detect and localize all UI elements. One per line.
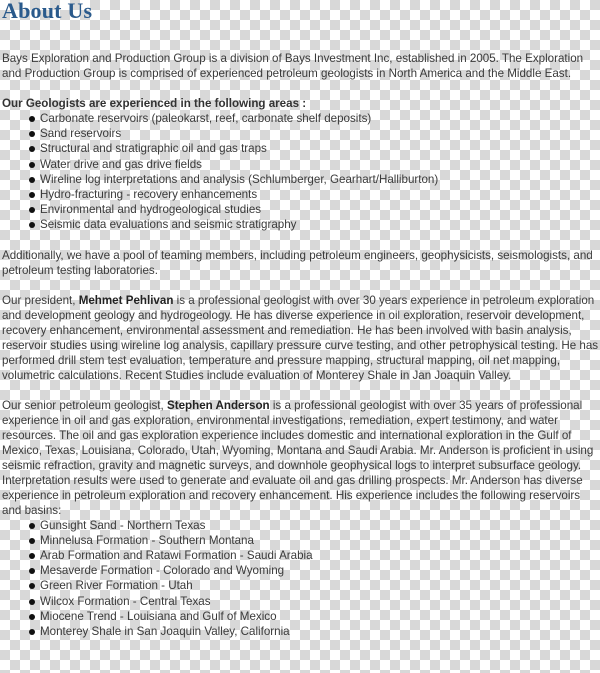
bullet-icon [29, 629, 35, 635]
bullet-icon [29, 599, 35, 605]
bullet-icon [29, 553, 35, 559]
page-title: About Us [2, 0, 93, 23]
bullet-icon [29, 131, 35, 137]
senior-geologist-paragraph: Our senior petroleum geologist, Stephen Anderson is a professional geologist with over 35 years of professional experience in oil and gas exploration, environmental investigations, remediation, expert testimony, and water resources. The oil and gas exploration experience includes domestic and international exploration in the Gulf of Mexico, Texas, Louisiana, Colorado, Utah, Wyoming, Montana and Saudi Arabia. Mr. Anderson is proficient in using seismic refraction, gravity and magnetic surveys, and downhole geophysical logs to interpret subsurface geology. Interpretation results were used to generate and evaluate oil and gas drilling prospects. Mr. Anderson has diverse experience in petroleum exploration and recovery enhancement. His experience includes the following reservoirs and basins: [2, 398, 594, 517]
bullet-icon [29, 207, 35, 213]
bullet-icon [29, 116, 35, 122]
list-item: Wilcox Formation - Central Texas [40, 594, 600, 609]
president-paragraph: Our president, Mehmet Pehlivan is a professional geologist with over 30 years experience in petroleum exploration and development geology and hydrogeology. He has diverse experience in oil exploration, reservoir development, recovery enhancement, environmental assessment and remediation. He has been involved with basin analysis, reservoir studies using wireline log analysis, capillary pressure curve testing, and other petrophysical testing. He has performed drill stem test evaluation, temperature and pressure mapping, structural mapping, oil net mapping, volumetric calculations. Recent Studies include evaluation of Monterey Shale in Jan Joaquin Valley. [2, 293, 599, 382]
areas-list [2, 111, 600, 233]
list-item: Seismic data evaluations and seismic stratigraphy [40, 217, 600, 232]
list-item: Gunsight Sand - Northern Texas [40, 518, 600, 533]
team-pool-paragraph: Additionally, we have a pool of teaming members, including petroleum engineers, geophysicists, seismologists, and petroleum testing laboratories. [2, 248, 593, 277]
list-item: Miocene Trend - Louisiana and Gulf of Mexico [40, 609, 600, 624]
intro-paragraph: Bays Exploration and Production Group is a division of Bays Investment Inc, established in 2005. The Exploration and Production Group is comprised of experienced petroleum geologists in North America and the Middle East. [2, 52, 584, 80]
bullet-icon [29, 177, 35, 183]
areas-heading: Our Geologists are experienced in the following areas : [2, 97, 307, 110]
list-item: Carbonate reservoirs (paleokarst, reef, carbonate shelf deposits) [40, 111, 600, 126]
list-item: Minnelusa Formation - Southern Montana [40, 533, 600, 548]
bullet-icon [29, 192, 35, 198]
list-item: Wireline log interpretations and analysis (Schlumberger, Gearhart/Halliburton) [40, 172, 600, 187]
list-item: Monterey Shale in San Joaquin Valley, California [40, 624, 600, 639]
bullet-icon [29, 162, 35, 168]
list-item: Structural and stratigraphic oil and gas traps [40, 141, 600, 156]
bullet-icon [29, 614, 35, 620]
bullet-icon [29, 146, 35, 152]
list-item: Sand reservoirs [40, 126, 600, 141]
bullet-icon [29, 523, 35, 529]
president-name: Mehmet Pehlivan [78, 293, 174, 307]
bullet-icon [29, 583, 35, 589]
list-item: Environmental and hydrogeological studies [40, 202, 600, 217]
bullet-icon [29, 538, 35, 544]
list-item: Arab Formation and Ratawi Formation - Saudi Arabia [40, 548, 600, 563]
reservoirs-list [2, 518, 600, 640]
bullet-icon [29, 222, 35, 228]
senior-geologist-name: Stephen Anderson [166, 398, 270, 412]
list-item: Water drive and gas drive fields [40, 157, 600, 172]
about-page [2, 0, 600, 639]
list-item: Mesaverde Formation - Colorado and Wyoming [40, 563, 600, 578]
list-item: Hydro-fracturing - recovery enhancements [40, 187, 600, 202]
bullet-icon [29, 568, 35, 574]
list-item: Green River Formation - Utah [40, 578, 600, 593]
